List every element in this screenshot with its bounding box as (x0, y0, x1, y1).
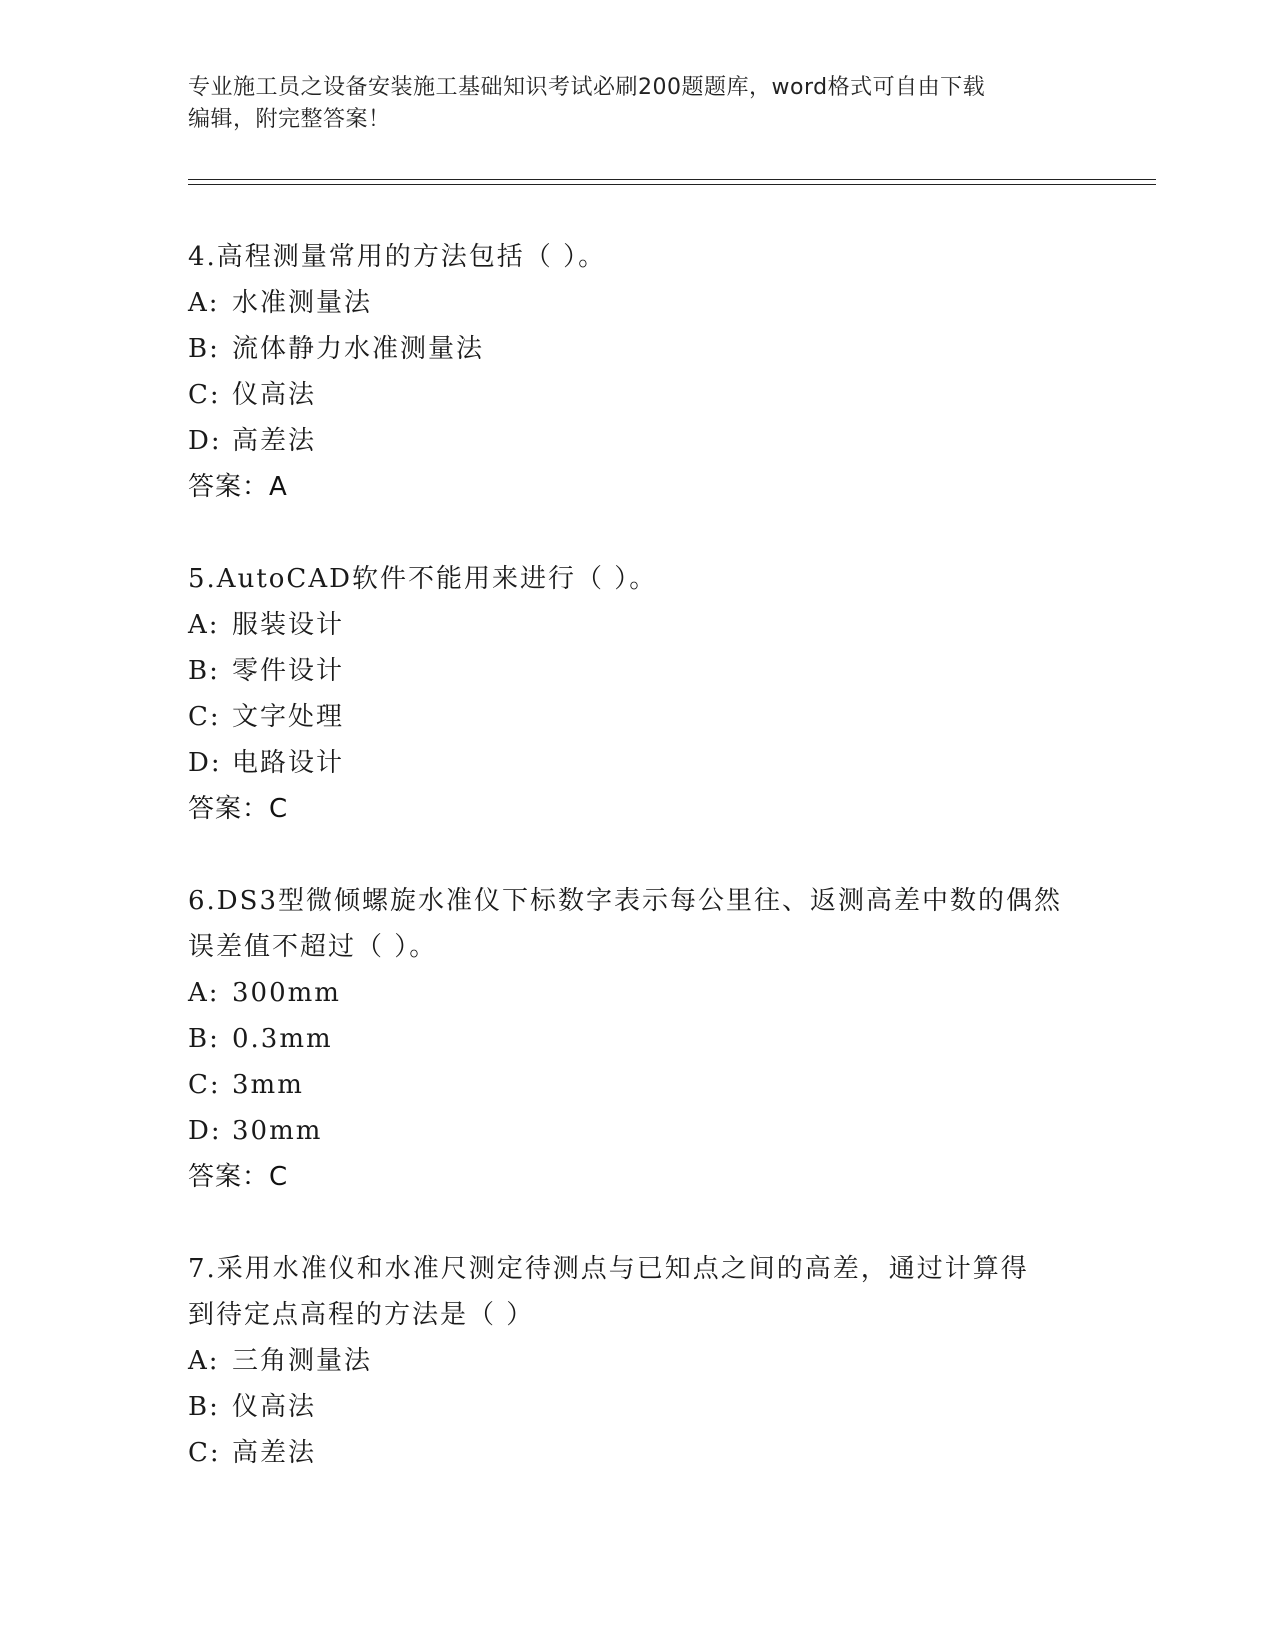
option-a (188, 1338, 1088, 1384)
option-text: 服装设计 (232, 610, 345, 640)
option-text: 仪高法 (232, 380, 317, 410)
header-divider-bottom (188, 184, 1156, 185)
option-d (188, 740, 1088, 786)
option-c (188, 1430, 1088, 1476)
option-a (188, 970, 1088, 1016)
option-text: 300mm (232, 978, 341, 1008)
option-key: D: (188, 748, 222, 778)
question-stem-line: 4.高程测量常用的方法包括（ ）。 (188, 242, 607, 272)
option-b (188, 1016, 1088, 1062)
question-stem-line: 6.DS3型微倾螺旋水准仪下标数字表示每公里往、返测高差中数的偶然 (188, 886, 1063, 916)
question-stem-line: 误差值不超过（ ）。 (188, 932, 438, 962)
option-d (188, 1108, 1088, 1154)
option-text: 电路设计 (232, 748, 345, 778)
option-key: D: (188, 426, 222, 456)
option-key: C: (188, 1438, 221, 1468)
option-text: 3mm (232, 1070, 304, 1100)
question-stem-line: 到待定点高程的方法是（ ） (188, 1300, 535, 1330)
option-b (188, 648, 1088, 694)
option-text: 高差法 (232, 426, 317, 456)
option-c (188, 1062, 1088, 1108)
option-text: 三角测量法 (232, 1346, 373, 1376)
option-text: 0.3mm (232, 1024, 333, 1054)
option-d (188, 418, 1088, 464)
option-a (188, 280, 1088, 326)
answer: 答案：A (188, 472, 288, 502)
option-b (188, 1384, 1088, 1430)
option-c (188, 372, 1088, 418)
answer: 答案：C (188, 794, 289, 824)
question-stem-line: 5.AutoCAD软件不能用来进行（ ）。 (188, 564, 658, 594)
option-text: 仪高法 (232, 1392, 317, 1422)
question-7 (188, 1246, 1088, 1476)
option-text: 零件设计 (232, 656, 345, 686)
question-4 (188, 234, 1088, 510)
option-key: B: (188, 1024, 220, 1054)
question-stem (188, 234, 1088, 280)
option-key: C: (188, 380, 221, 410)
option-key: B: (188, 656, 220, 686)
option-key: D: (188, 1116, 222, 1146)
option-text: 流体静力水准测量法 (232, 334, 485, 364)
option-key: B: (188, 1392, 220, 1422)
question-stem (188, 1246, 1088, 1338)
option-text: 高差法 (232, 1438, 317, 1468)
option-key: A: (188, 610, 220, 640)
option-key: A: (188, 288, 220, 318)
question-6 (188, 878, 1088, 1200)
option-key: C: (188, 1070, 221, 1100)
option-key: A: (188, 978, 220, 1008)
question-5 (188, 556, 1088, 832)
option-a (188, 602, 1088, 648)
question-stem-line: 7.采用水准仪和水准尺测定待测点与已知点之间的高差，通过计算得 (188, 1254, 1029, 1284)
header-divider-top (188, 179, 1156, 180)
option-text: 文字处理 (232, 702, 345, 732)
question-stem (188, 878, 1088, 970)
answer: 答案：C (188, 1162, 289, 1192)
document-header (188, 72, 1088, 136)
header-line-1: 专业施工员之设备安装施工基础知识考试必刷200题题库，word格式可自由下载 (188, 75, 986, 100)
option-key: C: (188, 702, 221, 732)
option-c (188, 694, 1088, 740)
question-list (188, 234, 1088, 1522)
option-text: 30mm (232, 1116, 323, 1146)
option-b (188, 326, 1088, 372)
question-stem (188, 556, 1088, 602)
option-key: B: (188, 334, 220, 364)
option-text: 水准测量法 (232, 288, 373, 318)
header-line-2: 编辑，附完整答案！ (188, 107, 391, 132)
option-key: A: (188, 1346, 220, 1376)
